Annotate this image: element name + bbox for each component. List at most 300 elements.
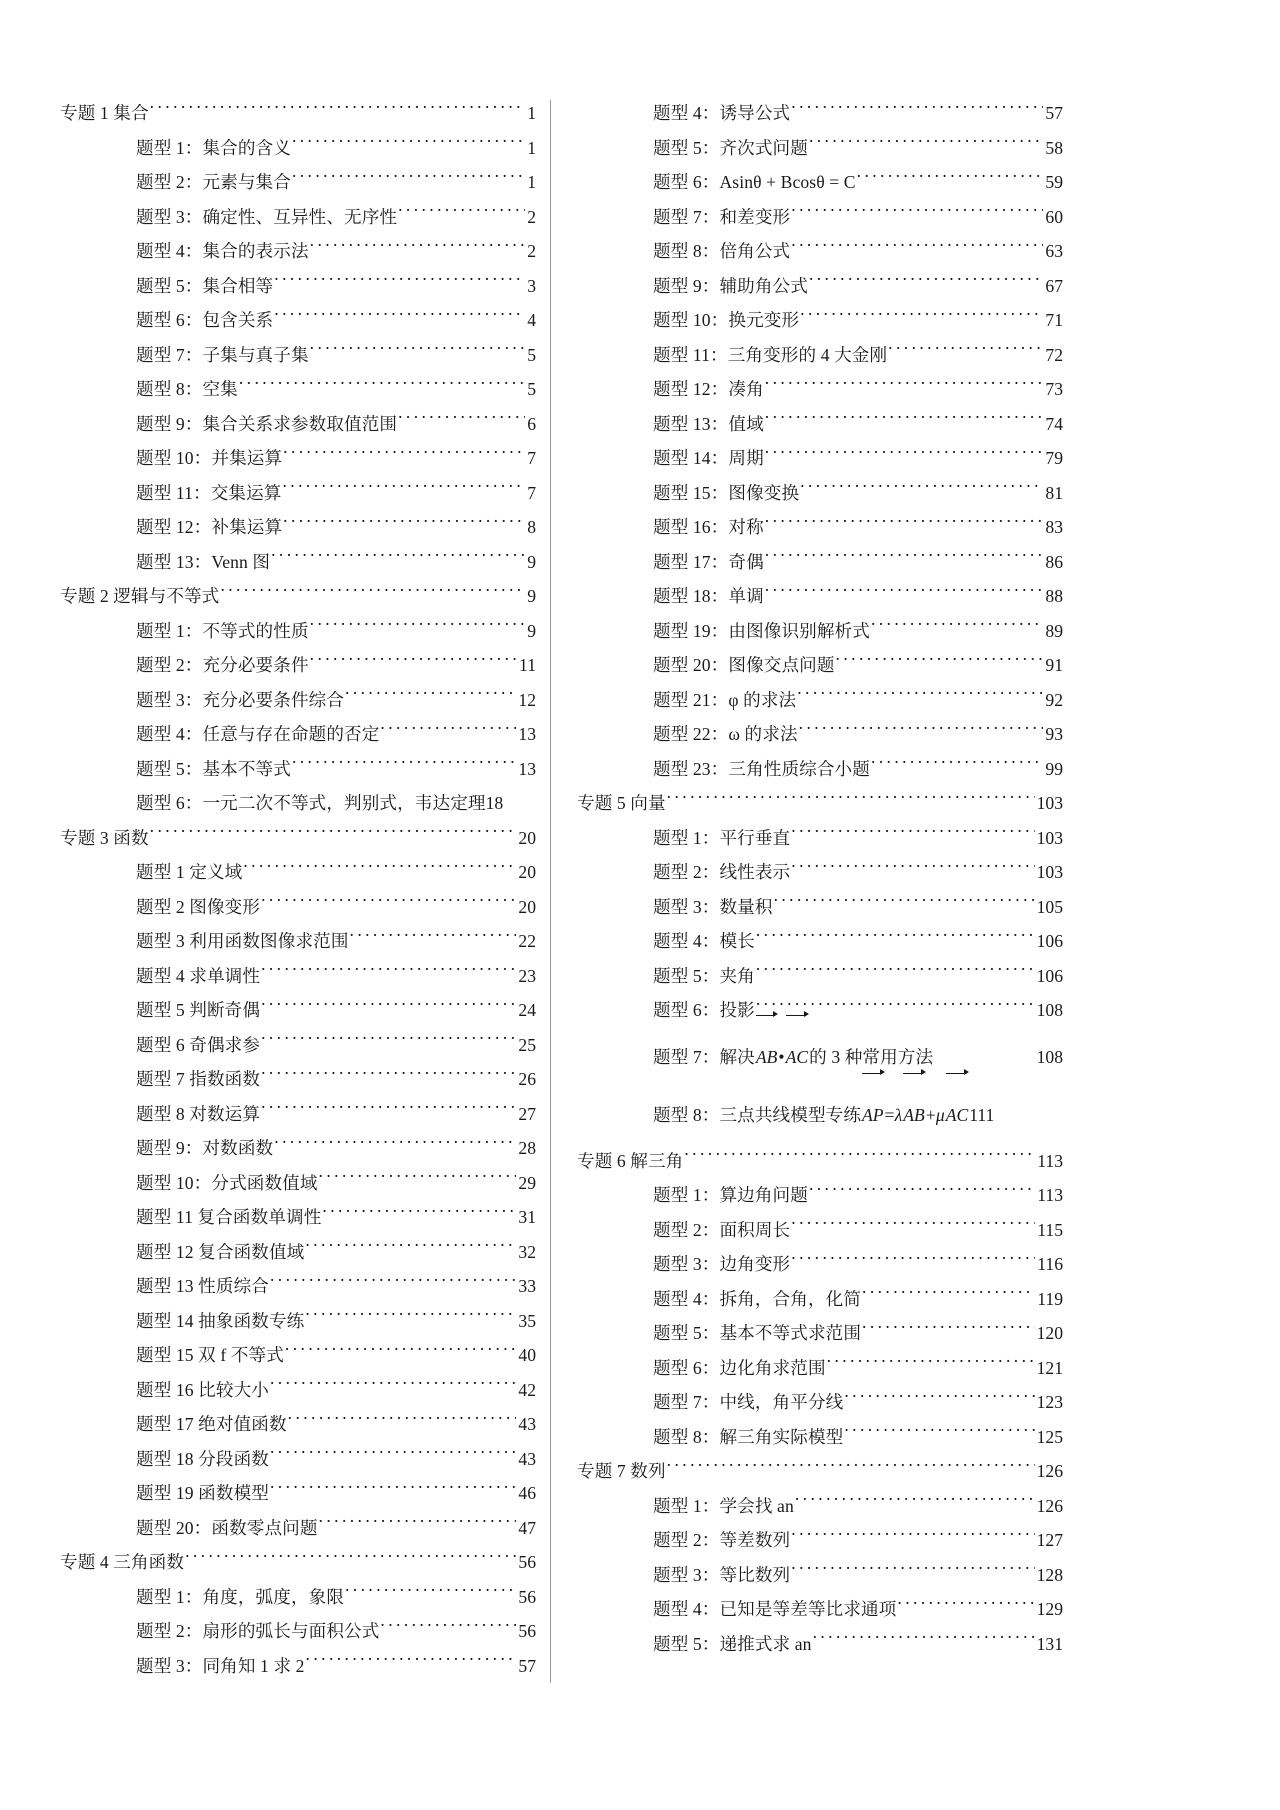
toc-page-number: 126 — [1036, 1495, 1063, 1516]
toc-topic-label: 题型 1：不等式的性质 — [136, 620, 309, 641]
toc-topic-label: 题型 7 指数函数 — [136, 1069, 261, 1089]
toc-topic-row[interactable] — [575, 890, 1063, 925]
toc-chapter-label: 专题 3 函数 — [60, 827, 149, 848]
toc-topic-row[interactable] — [575, 545, 1063, 580]
toc-topic-row[interactable] — [575, 1420, 1063, 1455]
toc-topic-label: 题型 12：凑角 — [653, 379, 764, 399]
toc-topic-row[interactable] — [58, 1028, 536, 1063]
leader-dots — [274, 308, 525, 326]
toc-page-number: 111 — [969, 1104, 995, 1125]
toc-topic-row[interactable] — [58, 890, 536, 925]
toc-chapter-row[interactable] — [575, 1454, 1063, 1489]
toc-page-number: 125 — [1036, 1426, 1063, 1447]
toc-topic-row[interactable] — [58, 1235, 536, 1270]
toc-page-number: 4 — [527, 310, 536, 330]
leader-dots — [285, 1343, 516, 1361]
toc-topic-label: 题型 5：齐次式问题 — [653, 137, 808, 158]
toc-topic-row[interactable] — [575, 338, 1063, 373]
toc-topic-row[interactable] — [575, 234, 1063, 269]
toc-topic-row[interactable] — [575, 165, 1063, 200]
toc-topic-row[interactable] — [58, 1407, 536, 1442]
vector-arrow-icon — [880, 1069, 885, 1075]
toc-topic-row[interactable] — [575, 1316, 1063, 1351]
leader-dots — [283, 481, 526, 499]
toc-chapter-row[interactable] — [58, 96, 536, 131]
toc-topic-label: 题型 5：基本不等式 — [136, 758, 291, 779]
toc-page-number: 99 — [1045, 758, 1063, 779]
leader-dots — [871, 757, 1043, 775]
leader-dots — [292, 757, 516, 775]
leader-dots — [809, 1183, 1035, 1201]
toc-page-number: 86 — [1045, 551, 1063, 572]
toc-page-number: 27 — [518, 1103, 536, 1124]
equals-operator: = — [884, 1104, 895, 1125]
toc-topic-label: 题型 2：等差数列 — [653, 1530, 791, 1550]
leader-dots — [791, 101, 1043, 119]
toc-topic-row[interactable] — [575, 683, 1063, 718]
toc-topic-label: 题型 4：集合的表示法 — [136, 241, 309, 261]
toc-topic-label: 题型 13：Venn 图 — [136, 551, 271, 572]
mu-symbol: μ — [935, 1104, 945, 1125]
toc-page-number: 58 — [1045, 137, 1063, 158]
leader-dots — [765, 550, 1044, 568]
toc-topic-row[interactable] — [58, 786, 536, 821]
toc-page-number: 106 — [1036, 931, 1063, 951]
vector-notation: AB — [755, 1028, 779, 1086]
toc-topic-row[interactable] — [575, 1385, 1063, 1420]
toc-topic-row[interactable] — [58, 1131, 536, 1166]
leader-dots — [667, 1459, 1035, 1477]
toc-topic-label: 题型 12：补集运算 — [136, 517, 283, 537]
leader-dots — [345, 1585, 516, 1603]
leader-dots — [306, 1654, 517, 1672]
toc-page-number: 71 — [1045, 310, 1063, 330]
toc-page-number: 46 — [518, 1483, 536, 1503]
toc-topic-row[interactable] — [575, 614, 1063, 649]
toc-topic-label: 题型 19：由图像识别解析式 — [653, 620, 870, 641]
leader-dots — [319, 1171, 517, 1189]
toc-topic-row[interactable] — [575, 407, 1063, 442]
toc-topic-row[interactable] — [58, 200, 536, 235]
leader-dots — [857, 170, 1044, 188]
toc-chapter-label: 专题 7 数列 — [577, 1461, 666, 1481]
toc-topic-row[interactable] — [58, 165, 536, 200]
toc-chapter-label: 专题 6 解三角 — [577, 1150, 684, 1171]
vector-notation: AC — [945, 1086, 969, 1144]
toc-topic-label: 题型 1：平行垂直 — [653, 827, 791, 848]
toc-topic-row[interactable] — [58, 1442, 536, 1477]
toc-page-number: 2 — [527, 241, 536, 261]
toc-page-number: 29 — [518, 1172, 536, 1193]
toc-page-number: 103 — [1036, 862, 1063, 882]
plus-operator: + — [925, 1104, 936, 1125]
toc-topic-label: 题型 4：模长 — [653, 931, 755, 951]
toc-page-number: 57 — [1045, 103, 1063, 123]
leader-dots — [319, 1516, 517, 1534]
toc-topic-row[interactable] — [58, 648, 536, 683]
toc-topic-row[interactable] — [58, 269, 536, 304]
toc-page-number: 93 — [1045, 724, 1063, 744]
toc-topic-label: 题型 16 比较大小 — [136, 1379, 269, 1400]
toc-topic-label: 题型 2：线性表示 — [653, 862, 791, 882]
toc-entry-label-suffix: 的 3 种常用方法 — [809, 1046, 934, 1067]
toc-topic-row[interactable] — [58, 441, 536, 476]
toc-topic-row[interactable] — [575, 1592, 1063, 1627]
toc-page-number: 13 — [518, 758, 536, 779]
toc-topic-row[interactable] — [575, 303, 1063, 338]
toc-page-number: 74 — [1045, 413, 1063, 434]
toc-chapter-row[interactable] — [575, 786, 1063, 821]
toc-topic-row[interactable] — [575, 1028, 1063, 1086]
toc-page-number: 35 — [518, 1310, 536, 1331]
toc-topic-label: 题型 8 对数运算 — [136, 1103, 261, 1124]
leader-dots — [283, 515, 525, 533]
toc-topic-label: 题型 9：辅助角公式 — [653, 275, 808, 296]
toc-page-number: 83 — [1045, 517, 1063, 537]
leader-dots — [765, 584, 1044, 602]
leader-dots — [684, 1149, 1035, 1167]
leader-dots — [756, 998, 1035, 1016]
toc-topic-row[interactable] — [575, 441, 1063, 476]
leader-dots — [774, 895, 1035, 913]
leader-dots — [809, 136, 1043, 154]
toc-topic-label: 题型 3：数量积 — [653, 896, 773, 917]
toc-topic-label: 题型 13 性质综合 — [136, 1276, 269, 1296]
toc-page-number: 5 — [527, 379, 536, 399]
toc-chapter-row[interactable] — [58, 579, 536, 614]
toc-page-number: 120 — [1036, 1323, 1063, 1343]
leader-dots — [380, 722, 516, 740]
toc-page-number: 73 — [1045, 379, 1063, 399]
toc-page-number: 20 — [518, 827, 536, 848]
toc-topic-row[interactable] — [575, 200, 1063, 235]
toc-topic-label: 题型 18：单调 — [653, 586, 764, 606]
toc-topic-label: 题型 3：确定性、互异性、无序性 — [136, 206, 398, 227]
toc-page-number: 26 — [518, 1069, 536, 1089]
toc-page-number: 20 — [518, 862, 536, 882]
toc-topic-row[interactable] — [575, 855, 1063, 890]
vector-arrow-icon — [964, 1069, 969, 1075]
toc-topic-label: 题型 2：扇形的弧长与面积公式 — [136, 1621, 380, 1641]
toc-topic-label: 题型 6：Asinθ + Bcosθ = C — [653, 172, 856, 192]
leader-dots — [862, 1287, 1035, 1305]
toc-chapter-row[interactable] — [58, 821, 536, 856]
toc-topic-label: 题型 18 分段函数 — [136, 1448, 269, 1469]
toc-topic-row[interactable] — [575, 752, 1063, 787]
toc-topic-label: 题型 15 双 f 不等式 — [136, 1345, 284, 1365]
toc-page-number: 113 — [1037, 1150, 1063, 1171]
toc-topic-row[interactable] — [58, 614, 536, 649]
toc-topic-label: 题型 5：递推式求 an — [653, 1633, 812, 1654]
toc-topic-label: 题型 17 绝对值函数 — [136, 1414, 287, 1434]
leader-dots — [667, 791, 1035, 809]
toc-page-number: 108 — [1036, 1046, 1063, 1067]
toc-column-right — [551, 96, 1063, 1661]
toc-topic-row[interactable] — [575, 1523, 1063, 1558]
toc-topic-row[interactable] — [575, 959, 1063, 994]
leader-dots — [765, 446, 1044, 464]
toc-topic-label: 题型 2：元素与集合 — [136, 172, 291, 192]
leader-dots — [791, 1218, 1035, 1236]
toc-page-number: 56 — [518, 1552, 536, 1572]
toc-chapter-label: 专题 1 集合 — [60, 103, 149, 123]
toc-page-number: 12 — [518, 689, 536, 710]
toc-topic-row[interactable] — [58, 1097, 536, 1132]
leader-dots — [292, 170, 525, 188]
toc-topic-label: 题型 3：边角变形 — [653, 1254, 791, 1274]
leader-dots — [270, 1274, 516, 1292]
toc-page-number: 11 — [519, 655, 536, 675]
leader-dots — [756, 929, 1035, 947]
toc-page-number: 127 — [1036, 1530, 1063, 1550]
leader-dots — [270, 1481, 516, 1499]
toc-topic-row[interactable] — [575, 1351, 1063, 1386]
toc-topic-label: 题型 17：奇偶 — [653, 551, 764, 572]
toc-topic-label: 题型 4：拆角，合角，化简 — [653, 1288, 862, 1309]
toc-topic-row[interactable] — [58, 959, 536, 994]
toc-page-number: 119 — [1037, 1288, 1063, 1309]
toc-topic-label: 题型 14：周期 — [653, 448, 764, 468]
toc-page-number: 28 — [518, 1138, 536, 1158]
toc-page-number: 103 — [1036, 793, 1063, 813]
leader-dots — [310, 343, 526, 361]
toc-topic-label: 题型 4：已知是等差等比求通项 — [653, 1599, 897, 1619]
toc-page-number: 92 — [1045, 689, 1063, 710]
toc-topic-label: 题型 1：角度，弧度，象限 — [136, 1586, 345, 1607]
toc-topic-row[interactable] — [575, 924, 1063, 959]
leader-dots — [261, 964, 516, 982]
toc-topic-row[interactable] — [58, 407, 536, 442]
toc-topic-row[interactable] — [58, 752, 536, 787]
leader-dots — [791, 826, 1034, 844]
toc-topic-label: 题型 7：中线，角平分线 — [653, 1392, 844, 1412]
toc-page-number: 40 — [518, 1345, 536, 1365]
toc-topic-row[interactable] — [58, 372, 536, 407]
toc-topic-row[interactable] — [575, 717, 1063, 752]
toc-topic-row[interactable] — [58, 338, 536, 373]
leader-dots — [261, 998, 516, 1016]
leader-dots — [270, 1447, 516, 1465]
dot-operator: • — [778, 1046, 785, 1067]
toc-topic-label: 题型 7：和差变形 — [653, 206, 791, 227]
toc-topic-label: 题型 4 求单调性 — [136, 965, 261, 986]
toc-column-left — [58, 96, 550, 1683]
leader-dots — [844, 1390, 1034, 1408]
toc-page-number: 126 — [1036, 1461, 1063, 1481]
toc-page-number: 33 — [518, 1276, 536, 1296]
leader-dots — [261, 1033, 516, 1051]
toc-topic-row[interactable] — [575, 510, 1063, 545]
leader-dots — [791, 1252, 1035, 1270]
toc-page-number: 42 — [518, 1379, 536, 1400]
toc-topic-row[interactable] — [575, 269, 1063, 304]
toc-page-number: 129 — [1036, 1599, 1063, 1619]
toc-topic-label: 题型 10：并集运算 — [136, 448, 283, 468]
leader-dots — [150, 826, 517, 844]
leader-dots — [897, 1597, 1034, 1615]
toc-topic-label: 题型 7：子集与真子集 — [136, 344, 309, 365]
toc-page-number: 79 — [1045, 448, 1063, 468]
toc-topic-row[interactable] — [58, 1614, 536, 1649]
toc-topic-label: 题型 19 函数模型 — [136, 1483, 269, 1503]
toc-page-number: 59 — [1045, 172, 1063, 192]
toc-topic-row[interactable] — [58, 510, 536, 545]
toc-chapter-label: 专题 2 逻辑与不等式 — [60, 586, 220, 606]
toc-topic-row[interactable] — [58, 303, 536, 338]
toc-topic-row[interactable] — [575, 96, 1063, 131]
toc-topic-row[interactable] — [58, 545, 536, 580]
toc-topic-row[interactable] — [58, 1476, 536, 1511]
toc-topic-row[interactable] — [58, 1338, 536, 1373]
leader-dots — [844, 1425, 1034, 1443]
toc-topic-label: 题型 23：三角性质综合小题 — [653, 758, 870, 779]
toc-page-number: 63 — [1045, 241, 1063, 261]
leader-dots — [350, 929, 517, 947]
leader-dots — [283, 446, 525, 464]
toc-chapter-label: 专题 5 向量 — [577, 793, 666, 813]
toc-page-number: 123 — [1036, 1392, 1063, 1412]
toc-topic-row[interactable] — [58, 924, 536, 959]
toc-topic-row[interactable] — [575, 648, 1063, 683]
toc-topic-row[interactable] — [58, 855, 536, 890]
leader-dots — [261, 1102, 516, 1120]
toc-entry-label: 题型 7：解决 — [653, 1046, 755, 1067]
leader-dots — [791, 860, 1034, 878]
toc-topic-label: 题型 2：充分必要条件 — [136, 655, 309, 675]
toc-page-number: 103 — [1036, 827, 1063, 848]
toc-chapter-row[interactable] — [58, 1545, 536, 1580]
toc-page-number: 23 — [518, 965, 536, 986]
toc-topic-label: 题型 5：集合相等 — [136, 275, 274, 296]
toc-page-number: 7 — [527, 482, 536, 503]
toc-page-number: 1 — [527, 103, 536, 123]
toc-page-number: 113 — [1037, 1185, 1063, 1205]
leader-dots — [398, 412, 525, 430]
toc-topic-label: 题型 8：解三角实际模型 — [653, 1426, 844, 1447]
toc-topic-row[interactable] — [575, 1086, 1063, 1144]
toc-page-number: 22 — [518, 931, 536, 951]
vector-arrow-icon — [804, 1011, 809, 1017]
lambda-symbol: λ — [894, 1104, 903, 1125]
toc-page-number: 106 — [1036, 965, 1063, 986]
toc-topic-label: 题型 11：三角变形的 4 大金刚 — [653, 344, 888, 365]
toc-topic-row[interactable] — [58, 1373, 536, 1408]
toc-topic-row[interactable] — [575, 993, 1063, 1028]
toc-page-number: 116 — [1037, 1254, 1063, 1274]
toc-topic-label: 题型 10：换元变形 — [653, 310, 800, 330]
toc-topic-label: 题型 22：ω 的求法 — [653, 724, 798, 744]
toc-page-number: 20 — [518, 896, 536, 917]
toc-topic-row[interactable] — [58, 717, 536, 752]
toc-page-number: 131 — [1036, 1633, 1063, 1654]
toc-topic-label: 题型 8：空集 — [136, 379, 238, 399]
toc-topic-row[interactable] — [58, 1062, 536, 1097]
toc-columns — [58, 96, 1068, 1683]
toc-topic-row[interactable] — [58, 683, 536, 718]
toc-page-number: 9 — [527, 551, 536, 572]
toc-topic-label: 题型 4：诱导公式 — [653, 103, 791, 123]
toc-topic-row[interactable] — [58, 1649, 536, 1684]
toc-topic-row[interactable] — [58, 1580, 536, 1615]
leader-dots — [888, 343, 1043, 361]
leader-dots — [310, 619, 526, 637]
toc-topic-label: 题型 3：充分必要条件综合 — [136, 689, 345, 710]
toc-topic-row[interactable] — [575, 1247, 1063, 1282]
toc-page-number: 47 — [518, 1517, 536, 1538]
toc-topic-row[interactable] — [575, 1627, 1063, 1662]
toc-topic-label: 题型 1 定义域 — [136, 862, 243, 882]
toc-topic-row[interactable] — [575, 476, 1063, 511]
toc-topic-row[interactable] — [58, 1269, 536, 1304]
toc-page-number: 89 — [1045, 620, 1063, 641]
toc-page-number: 13 — [518, 724, 536, 744]
toc-topic-row[interactable] — [575, 1489, 1063, 1524]
toc-page-number: 43 — [518, 1448, 536, 1469]
leader-dots — [800, 308, 1043, 326]
toc-page-number: 81 — [1045, 482, 1063, 503]
leader-dots — [292, 136, 525, 154]
vector-arrow-icon — [773, 1011, 778, 1017]
leader-dots — [270, 1378, 516, 1396]
toc-topic-row[interactable] — [58, 1200, 536, 1235]
toc-topic-row[interactable] — [58, 131, 536, 166]
leader-dots — [310, 239, 526, 257]
toc-topic-label: 题型 9：对数函数 — [136, 1138, 274, 1158]
toc-topic-label: 题型 14 抽象函数专练 — [136, 1310, 305, 1331]
toc-topic-row[interactable] — [58, 234, 536, 269]
toc-topic-row[interactable] — [575, 1178, 1063, 1213]
leader-dots — [288, 1412, 517, 1430]
toc-topic-label: 题型 6 奇偶求参 — [136, 1034, 261, 1055]
toc-chapter-row[interactable] — [575, 1144, 1063, 1179]
toc-topic-label: 题型 5：基本不等式求范围 — [653, 1323, 862, 1343]
leader-dots — [871, 619, 1043, 637]
vector-arrow-icon — [921, 1069, 926, 1075]
leader-dots — [765, 412, 1044, 430]
leader-dots — [185, 1550, 516, 1568]
toc-topic-row[interactable] — [575, 821, 1063, 856]
toc-topic-label: 题型 15：图像变换 — [653, 482, 800, 503]
leader-dots — [380, 1619, 516, 1637]
toc-topic-label: 题型 13：值域 — [653, 413, 764, 434]
toc-page-number: 108 — [1036, 1000, 1063, 1020]
toc-topic-row[interactable] — [575, 1558, 1063, 1593]
toc-topic-row[interactable] — [58, 1511, 536, 1546]
toc-topic-row[interactable] — [575, 1282, 1063, 1317]
toc-page-number: 25 — [518, 1034, 536, 1055]
leader-dots — [271, 550, 525, 568]
toc-page-number: 9 — [527, 620, 536, 641]
toc-topic-row[interactable] — [58, 993, 536, 1028]
vector-notation: AP — [861, 1086, 885, 1144]
toc-topic-label: 题型 20：函数零点问题 — [136, 1517, 318, 1538]
toc-topic-label: 题型 9：集合关系求参数取值范围 — [136, 413, 398, 434]
toc-topic-row[interactable] — [58, 1304, 536, 1339]
toc-topic-label: 题型 6：包含关系 — [136, 310, 274, 330]
toc-topic-row[interactable] — [575, 372, 1063, 407]
toc-topic-label: 题型 2：面积周长 — [653, 1219, 791, 1240]
toc-topic-row[interactable] — [575, 579, 1063, 614]
leader-dots — [305, 1240, 516, 1258]
toc-topic-row[interactable] — [58, 476, 536, 511]
toc-topic-row[interactable] — [575, 131, 1063, 166]
toc-page-number: 1 — [527, 137, 536, 158]
toc-topic-label: 题型 11：交集运算 — [136, 482, 282, 503]
toc-topic-row[interactable] — [575, 1213, 1063, 1248]
toc-topic-row[interactable] — [58, 1166, 536, 1201]
toc-topic-label: 题型 8：倍角公式 — [653, 241, 791, 261]
toc-page-number: 67 — [1045, 275, 1063, 296]
